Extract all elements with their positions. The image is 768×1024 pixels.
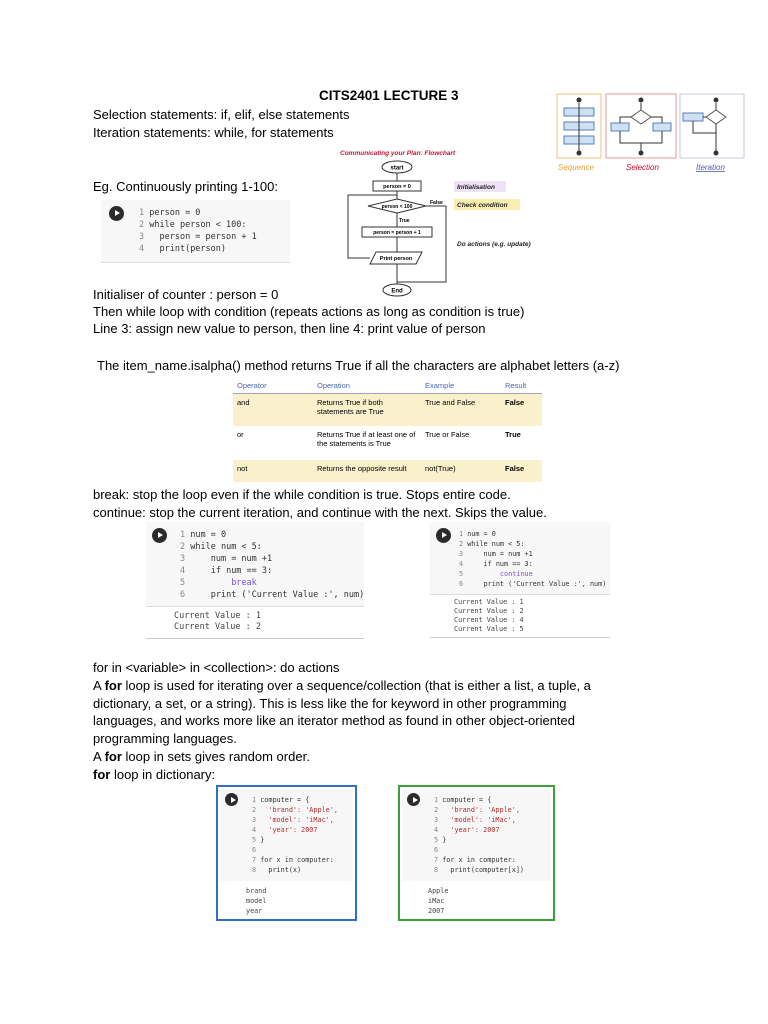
flow-note-init: Initialisation: [457, 184, 495, 191]
flow-print: Print person: [379, 256, 413, 262]
for-para-line-2: dictionary, a set, or a string). This is less like the for keyword in other programming: [93, 696, 567, 711]
table-cell: not(True): [421, 460, 501, 482]
run-cell-icon[interactable]: [225, 793, 238, 806]
code-line: 7 for x in computer:: [252, 856, 334, 864]
table-cell: True and False: [421, 394, 501, 426]
code-line: 3 num = num +1: [459, 550, 533, 558]
intro-line-selection: Selection statements: if, elif, else statements: [93, 107, 350, 122]
for-para-line-3: languages, and works more like an iterator method as found in other object-oriented: [93, 713, 576, 728]
code-line: 4 print(person): [139, 244, 227, 254]
table-cell: or: [237, 429, 244, 439]
run-cell-icon[interactable]: [152, 528, 167, 543]
output-line: brand: [246, 887, 267, 895]
code-line: 4 if num == 3:: [459, 560, 533, 568]
code-line: 2 'brand': 'Apple',: [434, 806, 520, 814]
flowchart-figure: [336, 146, 546, 298]
output-line: Current Value : 5: [454, 625, 524, 633]
code-line: 1 num = 0: [180, 530, 227, 540]
output-line: Current Value : 1: [174, 611, 261, 621]
code-line: 3 'model': 'iMac',: [252, 816, 334, 824]
code-cell-dict-values: [398, 785, 555, 921]
sets-line: A for loop in sets gives random order.: [93, 749, 310, 764]
code-line: 5 continue: [459, 570, 533, 578]
table-row: [233, 460, 542, 482]
code-line: 5 break: [180, 578, 257, 588]
table-cell: False: [501, 394, 542, 426]
break-line: break: stop the loop even if the while condition is true. Stops entire code.: [93, 487, 511, 502]
logical-operators-table: [233, 378, 542, 482]
output-line: Current Value : 2: [174, 622, 261, 632]
code-line: 1 person = 0: [139, 208, 201, 218]
run-cell-icon[interactable]: [109, 206, 124, 221]
output-line: 2007: [428, 907, 445, 915]
output-line: year: [246, 907, 263, 915]
table-row: [233, 426, 542, 460]
flow-note-do: Do actions (e.g. update): [457, 241, 531, 248]
code-line: 2 while num < 5:: [180, 542, 262, 552]
flow-update: person = person + 1: [373, 230, 421, 236]
code-line: 4 'year': 2007: [252, 826, 318, 834]
code-cell-dict-keys: [216, 785, 357, 921]
output-break: [146, 608, 364, 639]
dict-line: for loop in dictionary:: [93, 767, 216, 782]
output-line: Current Value : 2: [454, 607, 524, 615]
table-header: Result: [501, 378, 542, 394]
table-cell: Returns True if both statements are True: [313, 394, 421, 426]
isalpha-line: The item_name.isalpha() method returns True if all the characters are alphabet letters (a-z): [97, 358, 620, 373]
code-line: 1 computer = {: [434, 796, 492, 804]
flow-end: End: [391, 288, 403, 295]
output-line: Apple: [428, 887, 449, 895]
flow-false: False: [430, 200, 443, 206]
continue-line: continue: stop the current iteration, and continue with the next. Skips the value.: [93, 505, 547, 520]
explain-line-2: Then while loop with condition (repeats actions as long as condition is true): [93, 304, 525, 319]
code-line: 6: [434, 846, 443, 854]
output-line: iMac: [428, 897, 445, 905]
run-cell-icon[interactable]: [407, 793, 420, 806]
explain-line-1: Initialiser of counter : person = 0: [93, 287, 279, 302]
run-cell-icon[interactable]: [436, 528, 451, 543]
code-line: 2 while num < 5:: [459, 540, 525, 548]
output-line: Current Value : 4: [454, 616, 524, 624]
table-cell: True: [505, 429, 521, 439]
code-line: 5 }: [434, 836, 447, 844]
code-line: 1 computer = {: [252, 796, 310, 804]
code-line: 8 print(computer[x]): [434, 866, 525, 874]
code-line: 6 print ('Current Value :', num): [180, 590, 365, 600]
code-line: 2 while person < 100:: [139, 220, 247, 230]
example-label: Eg. Continuously printing 1-100:: [93, 179, 279, 194]
code-line: 6 print ('Current Value :', num): [459, 580, 607, 588]
output-line: model: [246, 897, 267, 905]
table-header: Example: [421, 378, 501, 394]
for-syntax-line: for in <variable> in <collection>: do actions: [93, 660, 340, 675]
code-line: 8 print(x): [252, 866, 302, 874]
structure-label-selection: Selection: [626, 163, 659, 172]
code-line: 4 if num == 3:: [180, 566, 273, 576]
output-continue: [430, 595, 610, 638]
structure-label-sequence: Sequence: [558, 163, 595, 172]
table-cell: and: [233, 394, 313, 426]
table-cell: Returns the opposite result: [313, 460, 421, 482]
flow-init: person = 0: [383, 184, 411, 190]
explain-line-3: Line 3: assign new value to person, then line 4: print value of person: [93, 321, 486, 336]
table-cell: not: [233, 460, 313, 482]
flow-start: start: [390, 165, 404, 172]
code-line: 6: [252, 846, 261, 854]
code-line: 7 for x in computer:: [434, 856, 516, 864]
for-para-line-1: A for loop is used for iterating over a sequence/collection (that is either a list, a tuple, a: [93, 678, 591, 693]
control-structures-figure: [556, 93, 746, 175]
page-title: CITS2401 LECTURE 3: [319, 88, 459, 103]
code-line: 4 'year': 2007: [434, 826, 500, 834]
flow-cond: person < 100: [381, 204, 413, 210]
table-header: Operator: [233, 378, 313, 394]
code-line: 3 num = num +1: [180, 554, 273, 564]
table-header: Operation: [313, 378, 421, 394]
code-cell-while: [101, 200, 290, 263]
for-para-line-4: programming languages.: [93, 731, 237, 746]
structure-label-iteration: Iteration: [696, 163, 725, 172]
flowchart-title: Communicating your Plan: Flowchart: [340, 150, 456, 157]
code-cell-break: [146, 522, 364, 607]
code-line: 3 person = person + 1: [139, 232, 257, 242]
code-line: 1 num = 0: [459, 530, 496, 538]
table-row: [233, 394, 542, 426]
intro-line-iteration: Iteration statements: while, for statements: [93, 125, 334, 140]
table-cell: Returns True if at least one of the statements is True: [317, 429, 416, 448]
code-line: 2 'brand': 'Apple',: [252, 806, 338, 814]
output-line: Current Value : 1: [454, 598, 524, 606]
table-cell: False: [501, 460, 542, 482]
code-cell-continue: [430, 522, 610, 595]
table-cell: True or False: [425, 429, 470, 439]
flow-note-check: Check condition: [457, 202, 508, 209]
code-line: 5 }: [252, 836, 265, 844]
flow-true: True: [399, 218, 410, 224]
code-line: 3 'model': 'iMac',: [434, 816, 516, 824]
